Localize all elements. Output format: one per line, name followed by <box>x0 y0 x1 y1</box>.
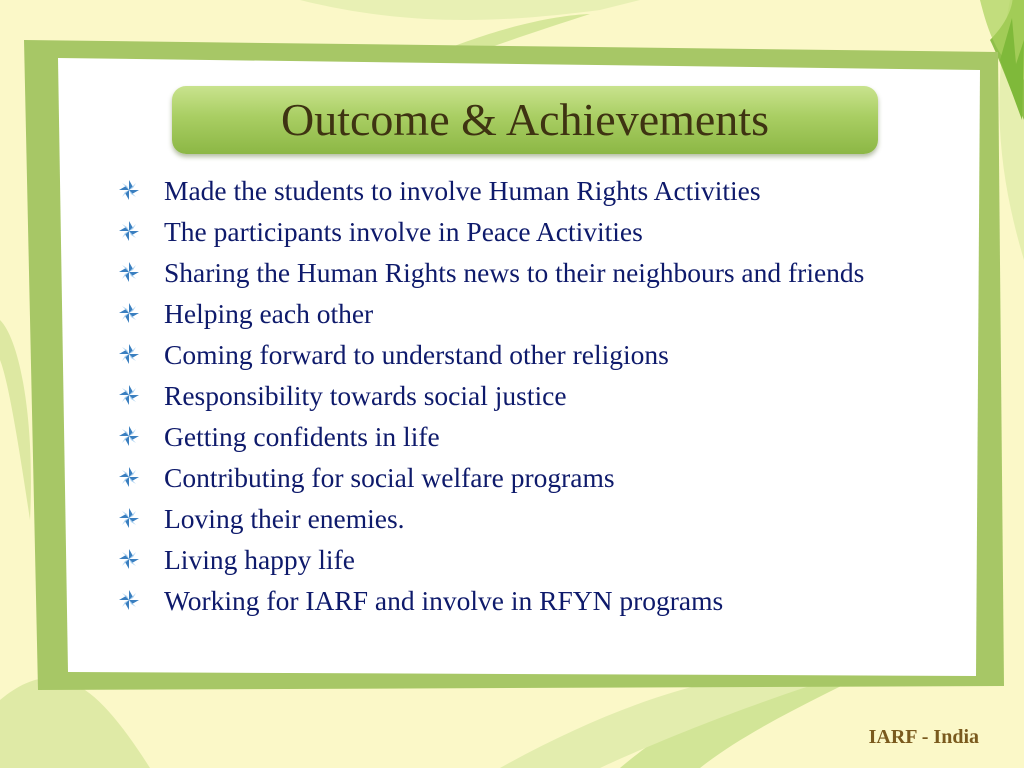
list-item <box>118 416 948 457</box>
pinwheel-bullet-icon <box>118 302 140 324</box>
slide-title: Outcome & Achievements <box>281 94 769 145</box>
list-item <box>118 457 948 498</box>
pinwheel-bullet-icon <box>118 261 140 283</box>
list-item-text: Contributing for social welfare programs <box>164 462 615 493</box>
list-item <box>118 580 948 621</box>
list-item <box>118 334 948 375</box>
title-banner <box>172 86 878 154</box>
footer-label: IARF - India <box>868 726 979 748</box>
list-item <box>118 211 948 252</box>
list-item <box>118 293 948 334</box>
pinwheel-bullet-icon <box>118 589 140 611</box>
list-item-text: Loving their enemies. <box>164 503 405 534</box>
pinwheel-bullet-icon <box>118 179 140 201</box>
pinwheel-bullet-icon <box>118 507 140 529</box>
list-item-text: Helping each other <box>164 298 374 329</box>
list-item-text: Made the students to involve Human Rights Activities <box>164 175 761 206</box>
list-item <box>118 539 948 580</box>
list-item <box>118 170 948 211</box>
pinwheel-bullet-icon <box>118 220 140 242</box>
list-item <box>118 252 948 293</box>
list-item-text: Living happy life <box>164 544 355 575</box>
list-item-text: Getting confidents in life <box>164 421 440 452</box>
list-item <box>118 375 948 416</box>
list-item-text: Coming forward to understand other religions <box>164 339 669 370</box>
pinwheel-bullet-icon <box>118 343 140 365</box>
list-item-text: Working for IARF and involve in RFYN programs <box>164 585 724 616</box>
list-item <box>118 498 948 539</box>
pinwheel-bullet-icon <box>118 548 140 570</box>
pinwheel-bullet-icon <box>118 466 140 488</box>
list-item-text: The participants involve in Peace Activities <box>164 216 643 247</box>
list-item-text: Responsibility towards social justice <box>164 380 567 411</box>
list-item-text: Sharing the Human Rights news to their neighbours and friends <box>164 257 865 288</box>
pinwheel-bullet-icon <box>118 425 140 447</box>
pinwheel-bullet-icon <box>118 384 140 406</box>
achievements-list <box>118 170 948 621</box>
